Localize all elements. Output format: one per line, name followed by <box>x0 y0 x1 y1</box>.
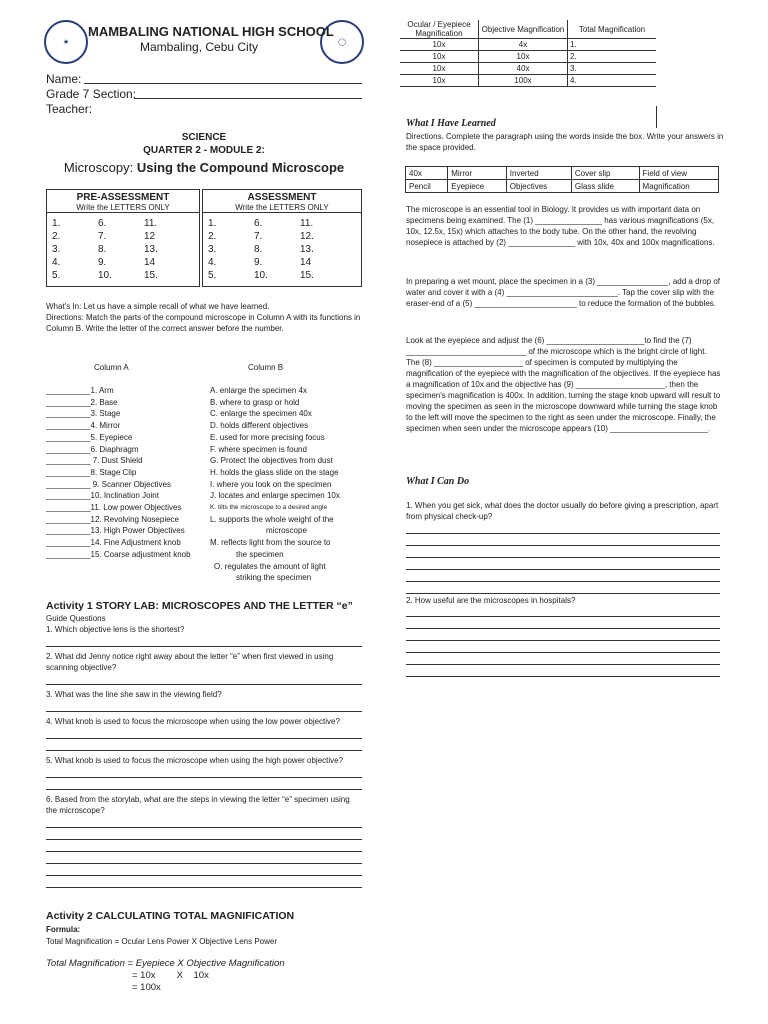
pre-title: PRE-ASSESSMENT <box>76 192 170 203</box>
column-b-list <box>210 385 370 584</box>
name-field[interactable] <box>84 83 362 84</box>
cell: 100x <box>479 75 568 87</box>
answer-line[interactable] <box>46 700 362 712</box>
choice-item: microscope <box>266 526 307 536</box>
answer-cell[interactable]: 1. <box>568 39 657 51</box>
column-b-header: Column B <box>248 363 284 372</box>
question: 6. Based from the storylab, what are the steps in viewing the letter “e” specimen using the microscope? <box>46 795 350 815</box>
quarter: QUARTER 2 - MODULE 2: <box>143 145 265 156</box>
cell: 4x <box>479 39 568 51</box>
cando-q2-lines <box>406 605 720 677</box>
match-item[interactable]: __________10. Inclination Joint <box>46 491 159 501</box>
table-header <box>400 20 656 39</box>
title-main: Using the Compound Microscope <box>136 160 345 175</box>
cando-q2: 2. How useful are the microscopes in hospitals? <box>406 596 576 605</box>
grade-field[interactable] <box>134 98 362 99</box>
answer-line[interactable] <box>46 766 362 778</box>
choice-item: striking the specimen <box>236 573 312 583</box>
answer-line[interactable] <box>406 605 720 617</box>
guide-questions: Guide Questions <box>46 614 106 623</box>
pre-num: 5. <box>52 270 61 281</box>
answer-line[interactable] <box>406 534 720 546</box>
formula-example-1: Total Magnification = Eyepiece X Objective Magnification <box>46 958 285 969</box>
header-cell: Ocular / Eyepiece Magnification <box>400 20 479 39</box>
table-row <box>400 63 656 75</box>
activity2-title: Activity 2 CALCULATING TOTAL MAGNIFICATION <box>46 910 295 922</box>
post-title: ASSESSMENT <box>247 192 317 203</box>
choice-item: D. holds different objectives <box>210 421 309 431</box>
post-num: 14 <box>300 257 312 268</box>
match-item[interactable]: __________2. Base <box>46 397 118 407</box>
post-num: 11. <box>300 218 314 229</box>
question: 1. Which objective lens is the shortest? <box>46 625 185 634</box>
choice-item: G. Protect the objectives from dust <box>210 456 333 466</box>
choice-item: J. locates and enlarge specimen 10x <box>210 491 340 501</box>
pre-num: 10. <box>98 270 112 281</box>
pre-num: 13. <box>144 244 158 255</box>
pre-num: 1. <box>52 218 61 229</box>
cell: 40x <box>479 63 568 75</box>
answer-line[interactable] <box>46 840 362 852</box>
seal-icon: ★ <box>62 39 70 46</box>
choice-item: B. where to grasp or hold <box>210 397 300 407</box>
answer-cell[interactable]: 3. <box>568 63 657 75</box>
answer-line[interactable] <box>406 629 720 641</box>
word-row <box>406 180 719 193</box>
word: Glass slide <box>571 180 639 193</box>
header-cell: Total Magnification <box>568 20 657 39</box>
post-answers[interactable] <box>208 217 314 282</box>
answer-line[interactable] <box>46 876 362 888</box>
question: 5. What knob is used to focus the microscope when using the high power objective? <box>46 756 344 765</box>
pre-num: 12 <box>144 231 156 242</box>
post-num: 3. <box>208 244 217 255</box>
activity1-questions <box>46 624 362 888</box>
pre-num: 4. <box>52 257 61 268</box>
word: Objectives <box>506 180 571 193</box>
answer-line[interactable] <box>46 673 362 685</box>
formula-example-3: = 100x <box>132 982 161 993</box>
cell: 10x <box>400 63 479 75</box>
learned-directions: Directions. Complete the paragraph using the words inside the box. Write your answers in the space provided. <box>406 132 724 152</box>
answer-line[interactable] <box>46 739 362 751</box>
answer-line[interactable] <box>406 582 720 594</box>
cando-title: What I Can Do <box>406 476 470 487</box>
paragraph-1[interactable]: The microscope is an essential tool in Biology. It provides us with important data on specimens being examined. The (1) _______________ has various magnifications (5x, 10x, 12.5x, 15x) which attaches to the body tube. On the other hand, the revolving nosepiece is attached by (2) _______________ with 10x, 40x and 100x magnifications. <box>406 205 715 247</box>
pre-num: 3. <box>52 244 61 255</box>
pre-num: 11. <box>144 218 158 229</box>
post-num: 5. <box>208 270 217 281</box>
title-prefix: Microscopy: <box>63 160 134 175</box>
cell: 10x <box>400 51 479 63</box>
answer-line[interactable] <box>406 558 720 570</box>
match-item[interactable]: __________1. Arm <box>46 386 114 395</box>
module-title <box>0 160 408 175</box>
post-num: 7. <box>254 231 263 242</box>
post-sub: Write the LETTERS ONLY <box>203 203 361 213</box>
word-box <box>405 166 719 193</box>
choice-item: L. supports the whole weight of the <box>210 514 334 524</box>
answer-line[interactable] <box>406 641 720 653</box>
answer-line[interactable] <box>46 852 362 864</box>
match-item[interactable]: __________15. Coarse adjustment knob <box>46 549 191 559</box>
match-item[interactable]: __________14. Fine Adjustment knob <box>46 538 181 548</box>
pre-num: 7. <box>98 231 107 242</box>
answer-line[interactable] <box>406 653 720 665</box>
match-item[interactable]: __________11. Low power Objectives <box>46 503 182 513</box>
match-item[interactable]: __________8. Stage Clip <box>46 467 137 477</box>
school-name: MAMBALING NATIONAL HIGH SCHOOL <box>88 24 334 39</box>
pre-num: 8. <box>98 244 107 255</box>
cell: 10x <box>400 39 479 51</box>
whats-in-directions: Directions: Match the parts of the compound microscope in Column A with its functions in Column B. Write the letter of the correct answer before the number. <box>46 313 361 333</box>
question: 3. What was the line she saw in the viewing field? <box>46 690 222 699</box>
answer-line[interactable] <box>46 635 362 647</box>
word: Inverted <box>506 167 571 180</box>
seal-icon: ◯ <box>338 39 346 46</box>
name-label: Name: <box>46 72 82 86</box>
answer-cell[interactable]: 2. <box>568 51 657 63</box>
question: 4. What knob is used to focus the microscope when using the low power objective? <box>46 717 340 726</box>
formula-example-2: = 10x X 10x <box>132 970 209 981</box>
answer-cell[interactable]: 4. <box>568 75 657 87</box>
pre-num: 15. <box>144 270 158 281</box>
post-num: 9. <box>254 257 263 268</box>
deped-seal <box>44 20 88 64</box>
post-num: 13. <box>300 244 314 255</box>
word-row <box>406 167 719 180</box>
answer-line[interactable] <box>406 570 720 582</box>
match-item[interactable]: __________4. Mirror <box>46 421 121 431</box>
table-row <box>400 39 656 51</box>
choice-item: O. regulates the amount of light <box>214 561 326 571</box>
match-item[interactable]: __________5. Eyepiece <box>46 432 133 442</box>
choice-item: H. holds the glass slide on the stage <box>210 467 339 477</box>
word: Mirror <box>448 167 507 180</box>
pre-num: 14 <box>144 257 156 268</box>
cell: 10x <box>479 51 568 63</box>
match-item[interactable]: __________ 9. Scanner Objectives <box>46 479 171 489</box>
answer-line[interactable] <box>46 828 362 840</box>
cando-q1: 1. When you get sick, what does the doctor usually do before giving a prescription, apart from physical check-up? <box>406 501 719 521</box>
choice-item: K. tilts the microscope to a desired angle <box>210 504 328 512</box>
word: Magnification <box>639 180 718 193</box>
answer-line[interactable] <box>46 727 362 739</box>
table-row <box>400 75 656 87</box>
answer-line[interactable] <box>46 778 362 790</box>
cando-q1-lines <box>406 522 720 594</box>
choice-item: C. enlarge the specimen 40x <box>210 409 312 419</box>
learned-title: What I Have Learned <box>406 118 496 129</box>
cell: 10x <box>400 75 479 87</box>
pre-num: 9. <box>98 257 107 268</box>
match-item[interactable]: __________ 7. Dust Shield <box>46 456 143 466</box>
paragraph-3[interactable]: Look at the eyepiece and adjust the (6) ______________________to find the (7) ___________________________ of the microscope which is the bright circle of light. The (8) ____________________ of specimen is computed by multiplying the magnification of the eyepiece with the magnification of the objectives. If the eyepiece has a magnification of 10x and the objective has (9) ____________________, then the specimen's magnification is 400x. In addition, turning the stage knob upward will result to moving the specimen as seen in the microscope downward while turning the stage knob to the left will move the specimen to the right as seen under the microscope. Finally, the specimen when seen under the microscope appears (10) ______________________. <box>406 336 721 433</box>
answer-line[interactable] <box>406 617 720 629</box>
match-item[interactable]: __________13. High Power Objectives <box>46 526 185 536</box>
column-a-list[interactable] <box>46 385 191 561</box>
word: Pencil <box>406 180 448 193</box>
word: Cover slip <box>571 167 639 180</box>
match-item[interactable]: __________12. Revolving Nosepiece <box>46 514 179 524</box>
formula-label: Formula: <box>46 925 81 934</box>
activity1-title: Activity 1 STORY LAB: MICROSCOPES AND THE LETTER “e” <box>46 600 353 612</box>
choice-item: F. where specimen is found <box>210 444 307 454</box>
match-item[interactable]: __________6. Diaphragm <box>46 444 139 454</box>
header-cell: Objective Magnification <box>479 20 568 39</box>
choice-item: E. used for more precising focus <box>210 432 325 442</box>
answer-line[interactable] <box>406 665 720 677</box>
post-num: 10. <box>254 270 268 281</box>
post-num: 2. <box>208 231 217 242</box>
answer-line[interactable] <box>46 864 362 876</box>
teacher-label: Teacher: <box>46 102 93 116</box>
choice-item: A. enlarge the specimen 4x <box>210 386 307 395</box>
table-border-right <box>656 106 657 128</box>
choice-item: the specimen <box>236 549 284 559</box>
pre-answers[interactable] <box>52 217 158 282</box>
question: 2. What did Jenny notice right away about the letter “e” when first viewed in using scanning objective? <box>46 652 334 672</box>
table-row <box>400 51 656 63</box>
answer-line[interactable] <box>406 522 720 534</box>
word: 40x <box>406 167 448 180</box>
grade-label: Grade 7 Section: <box>46 87 137 101</box>
school-city: Mambaling, Cebu City <box>140 40 259 54</box>
whats-in-intro: What's In: Let us have a simple recall of what we have learned. <box>46 302 270 311</box>
post-num: 12. <box>300 231 314 242</box>
magnification-table <box>400 20 656 87</box>
match-item[interactable]: __________3. Stage <box>46 409 121 419</box>
post-num: 4. <box>208 257 217 268</box>
post-num: 1. <box>208 218 217 229</box>
pre-num: 2. <box>52 231 61 242</box>
choice-item: M. reflects light from the source to <box>210 538 331 548</box>
paragraph-2[interactable]: In preparing a wet mount, place the specimen in a (3) ________________, add a drop of water and cover it with a (4) _________________________. Tap the cover slip with the eraser-end of a (5) _______________________ to reduce the formation of the bubbles. <box>406 277 720 308</box>
word: Eyepiece <box>448 180 507 193</box>
pre-sub: Write the LETTERS ONLY <box>47 203 199 213</box>
column-a-header: Column A <box>94 363 129 372</box>
post-num: 15. <box>300 270 314 281</box>
word: Field of view <box>639 167 718 180</box>
post-num: 6. <box>254 218 263 229</box>
post-num: 8. <box>254 244 263 255</box>
pre-num: 6. <box>98 218 107 229</box>
subject: SCIENCE <box>181 132 227 143</box>
choice-item: I. where you look on the specimen <box>210 479 332 489</box>
answer-line[interactable] <box>46 816 362 828</box>
answer-line[interactable] <box>406 546 720 558</box>
formula: Total Magnification = Ocular Lens Power X Objective Lens Power <box>46 937 278 946</box>
